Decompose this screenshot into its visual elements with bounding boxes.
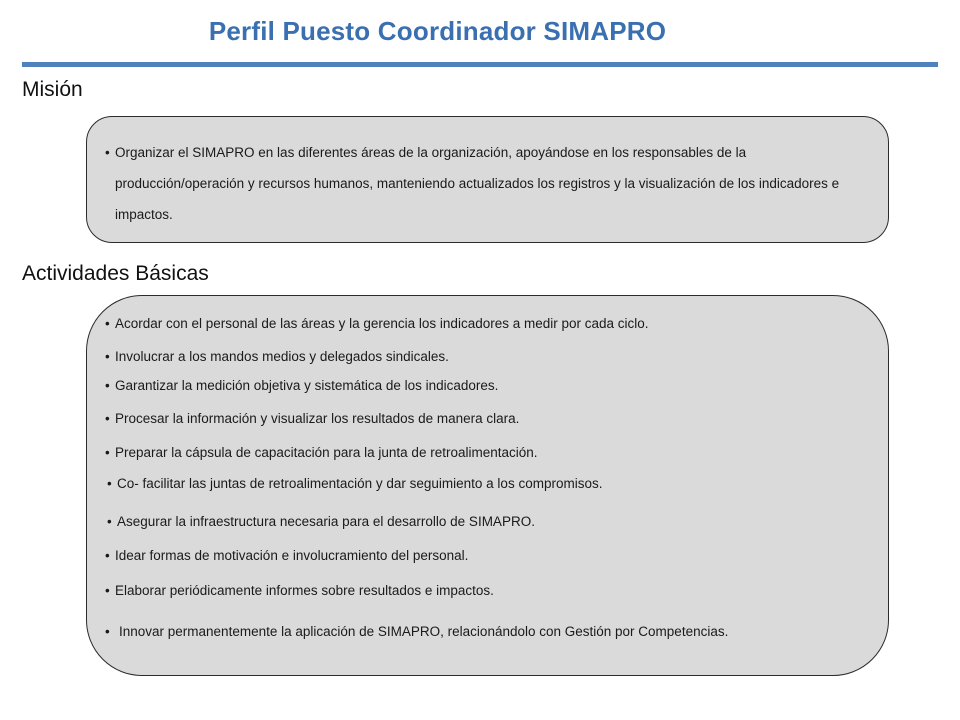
activity-item [105,378,498,393]
activity-item [105,349,449,364]
bullet-icon: • [105,548,110,563]
activity-text: Acordar con el personal de las áreas y la gerencia los indicadores a medir por cada ciclo. [115,316,649,331]
activity-text: Preparar la cápsula de capacitación para la junta de retroalimentación. [115,445,538,460]
activity-item [105,548,468,563]
activity-item [105,316,649,331]
activity-item [107,514,535,529]
mision-heading: Misión [22,78,83,101]
activity-text: Co- facilitar las juntas de retroalimentación y dar seguimiento a los compromisos. [117,476,603,491]
bullet-icon: • [107,514,112,529]
activity-text: Asegurar la infraestructura necesaria para el desarrollo de SIMAPRO. [117,514,535,529]
activity-text: Garantizar la medición objetiva y sistemática de los indicadores. [115,378,499,393]
mision-box [86,116,889,243]
mision-text: Organizar el SIMAPRO en las diferentes áreas de la organización, apoyándose en los responsables de la producción/operación y recursos humanos, manteniendo actualizados los registros y la visualización de los indicadores e impactos. [115,145,840,222]
bullet-icon: • [105,378,110,393]
activity-item [105,411,519,426]
activity-text: Innovar permanentemente la aplicación de SIMAPRO, relacionándolo con Gestión por Competencias. [119,624,729,639]
mision-paragraph [105,137,865,230]
bullet-icon: • [105,624,110,639]
activity-text: Elaborar periódicamente informes sobre resultados e impactos. [115,583,494,598]
activity-item [107,476,602,491]
activity-item [105,583,494,598]
bullet-icon: • [105,411,110,426]
bullet-icon: • [105,316,110,331]
actividades-box [86,295,889,676]
activity-text: Procesar la información y visualizar los resultados de manera clara. [115,411,520,426]
bullet-icon: • [107,476,112,491]
bullet-icon: • [105,445,110,460]
activity-text: Idear formas de motivación e involucramiento del personal. [115,548,469,563]
activity-text: Involucrar a los mandos medios y delegados sindicales. [115,349,449,364]
activity-item [105,445,538,460]
bullet-icon: • [105,145,110,160]
actividades-heading: Actividades Básicas [22,262,209,285]
title-underline-rule [22,62,938,67]
mision-bullet-item [105,137,865,230]
bullet-icon: • [105,583,110,598]
bullet-icon: • [105,349,110,364]
activity-item [105,624,728,639]
page-title: Perfil Puesto Coordinador SIMAPRO [208,16,667,46]
